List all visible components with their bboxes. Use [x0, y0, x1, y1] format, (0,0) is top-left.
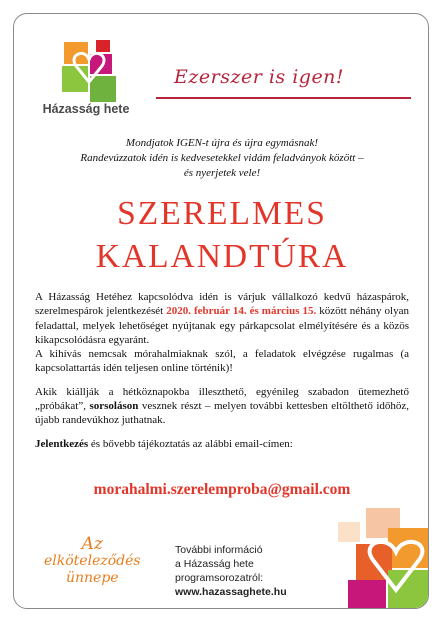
title-line-1: SZERELMES: [117, 195, 327, 232]
logo-square-green: [62, 66, 88, 92]
logo-square-magenta: [90, 54, 112, 74]
deco-square-5: [348, 580, 386, 608]
deco-square-6: [338, 522, 360, 542]
intro-line-1: Mondjatok IGEN-t újra és újra egymásnak!: [125, 137, 319, 149]
p1-text-c: A kihívás nemcsak mórahalmiaknak szól, a feladatok elvégzése rugalmas (a kapcsolattartás idén teljesen online történik)!: [35, 348, 409, 375]
logo-square-green-2: [90, 76, 116, 102]
paragraph-3: [35, 437, 409, 451]
script-line-2: elköteleződés: [44, 553, 141, 569]
footer-script: [44, 536, 141, 587]
intro-line-3: és nyerjetek vele!: [183, 167, 261, 179]
intro-line-2: Randevúzzatok idén is kedvesetekkel vidám feladványok között –: [80, 152, 364, 164]
event-dates: 2020. február 14. és március 15.: [166, 305, 317, 318]
info-line-1: További információ: [175, 544, 263, 556]
slogan: Ezerszer is igen!: [174, 66, 345, 88]
poster-frame: [13, 13, 429, 609]
p2-bold: sorsoláson: [89, 400, 139, 413]
p2-text-b: vesznek részt – melyen további kettesben eltölthető időhöz, újabb randevúkhoz juthatnak.: [35, 400, 410, 427]
p1-text-b: között néhány olyan feladattal, melyek lehetőséget nyújtanak egy párkapcsolat elmélyítésére és a közös kikapcsolódásra egyaránt.: [35, 305, 410, 346]
info-line-2: a Házasság hete: [175, 558, 254, 570]
info-line-3: programsorozatról:: [175, 572, 264, 584]
p1-text-a: A Házasság Hetéhez kapcsolódva idén is várjuk vállalkozó kedvű házaspárok, szerelmespárok jelentkezését: [35, 291, 409, 318]
p3-bold: Jelentkezés: [35, 437, 89, 450]
script-line-1: Az: [81, 534, 103, 554]
p3-text: és bővebb tájékoztatás az alábbi email-címen:: [88, 437, 293, 450]
page-title: [34, 192, 410, 278]
paragraph-2: [35, 385, 409, 428]
p2-text-a: Akik kiállják a hétköznapokba illeszthető, egyénileg szabadon ütemezhető „próbákat”,: [35, 385, 409, 413]
body-text: [35, 290, 409, 460]
logo-text: Házasság hete: [42, 102, 130, 116]
script-line-3: ünnepe: [66, 570, 119, 586]
email-address[interactable]: morahalmi.szerelemproba@gmail.com: [93, 481, 351, 498]
website-link[interactable]: www.hazassaghete.hu: [175, 586, 287, 598]
logo-square-red: [96, 40, 110, 52]
title-line-2: KALANDTÚRA: [95, 238, 349, 275]
paragraph-1: [35, 290, 409, 376]
intro-text: [44, 136, 400, 181]
slogan-underline: [156, 97, 411, 99]
footer-info: [175, 543, 325, 599]
